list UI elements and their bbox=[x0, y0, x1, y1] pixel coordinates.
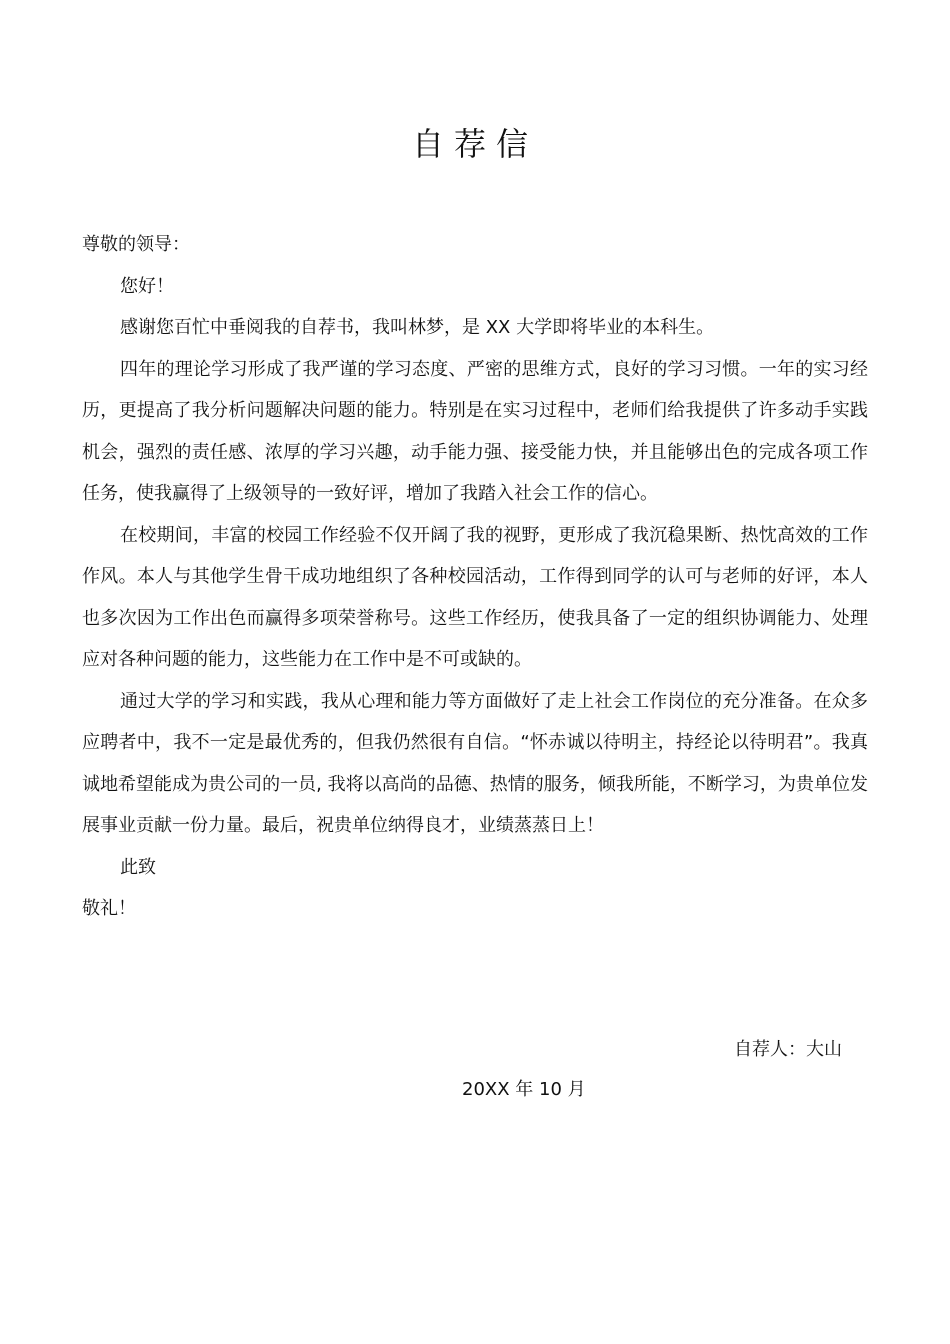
greeting: 您好！ bbox=[120, 275, 174, 297]
letter-title: 自荐信 bbox=[411, 125, 538, 163]
paragraph-campus: 在校期间，丰富的校园工作经验不仅开阔了我的视野，更形成了我沉稳果断、热忱高效的工作作风。本人与其他学生骨干成功地组织了各种校园活动，工作得到同学的认可与老师的好评，本人也多次因为工作出色而赢得多项荣誉称号。这些工作经历，使我具备了一定的组织协调能力、处理应对各种问题的能力，这些能力在工作中是不可或缺的。 bbox=[82, 524, 868, 670]
paragraph-study: 四年的理论学习形成了我严谨的学习态度、严密的思维方式，良好的学习习惯。一年的实习经历，更提高了我分析问题解决问题的能力。特别是在实习过程中，老师们给我提供了许多动手实践机会，强烈的责任感、浓厚的学习兴趣，动手能力强、接受能力快，并且能够出色的完成各项工作任务，使我赢得了上级领导的一致好评，增加了我踏入社会工作的信心。 bbox=[82, 358, 868, 504]
letter-body bbox=[82, 224, 868, 930]
closing-phrase: 此致 bbox=[120, 856, 156, 878]
salutation: 尊敬的领导： bbox=[82, 234, 190, 255]
paragraph-closing: 通过大学的学习和实践，我从心理和能力等方面做好了走上社会工作岗位的充分准备。在众多应聘者中，我不一定是最优秀的，但我仍然很有自信。“怀赤诚以待明主，持经论以待明君”。我真诚地希望能成为贵公司的一员, 我将以高尚的品德、热情的服务，倾我所能，不断学习，为贵单位发展事业贡献一份力量。最后，祝贵单位纳得良才，业绩蒸蒸日上！ bbox=[82, 690, 868, 836]
closing-salute: 敬礼！ bbox=[82, 898, 136, 919]
paragraph-intro: 感谢您百忙中垂阅我的自荐书，我叫林梦，是 XX 大学即将毕业的本科生。 bbox=[120, 317, 715, 338]
signature: 自荐人：大山 bbox=[734, 1039, 842, 1060]
letter-date: 20XX 年 10 月 bbox=[462, 1079, 586, 1100]
